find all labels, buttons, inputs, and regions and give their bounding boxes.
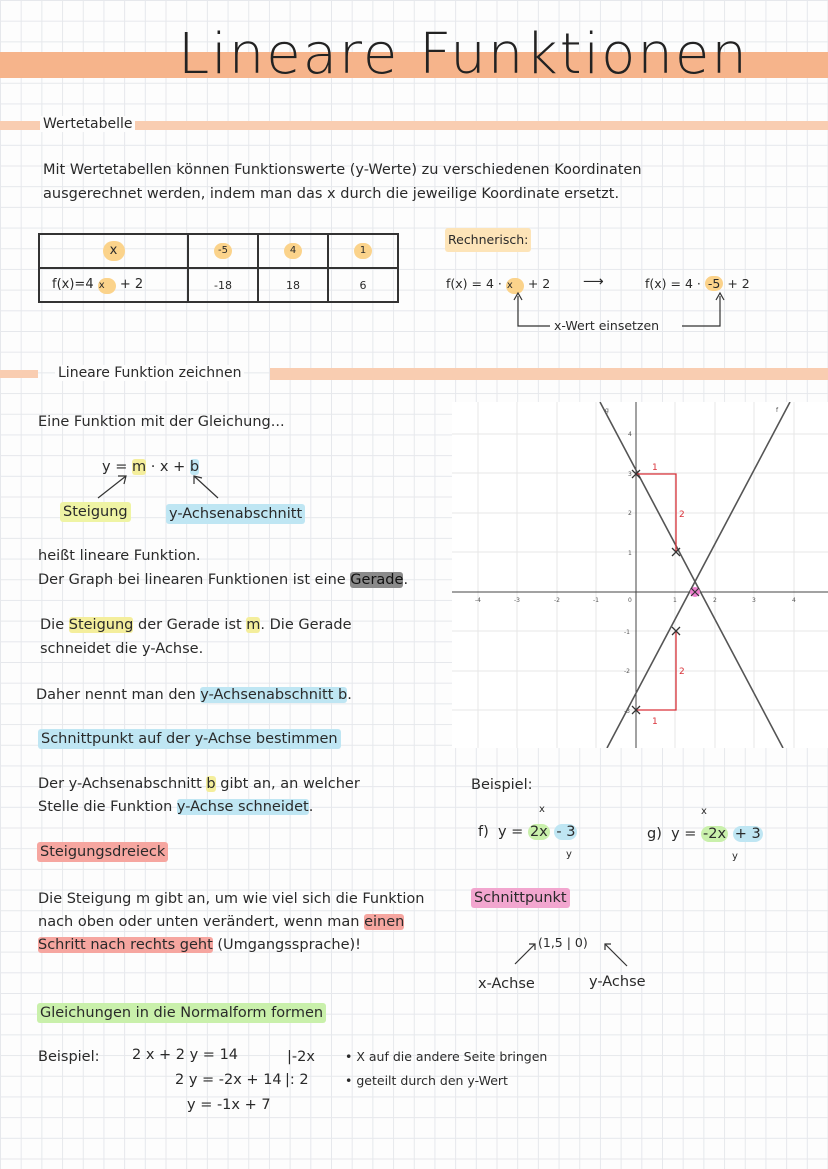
table-row-x bbox=[39, 234, 398, 268]
section-band-zeichnen bbox=[0, 370, 38, 378]
equation-arrows bbox=[90, 472, 230, 502]
x-tick: 3 bbox=[752, 597, 756, 604]
schnittpunkt-line-1 bbox=[38, 772, 360, 796]
x-tick: 0 bbox=[628, 597, 632, 604]
steigung-hl: Steigung bbox=[68, 617, 134, 633]
steigungsdreieck-line-1: Die Steigung m gibt an, um wie viel sich die Funktion bbox=[38, 891, 425, 907]
eq-b: b bbox=[189, 459, 200, 475]
table-cell-f-label bbox=[39, 268, 188, 302]
run-label: 1 bbox=[652, 463, 658, 473]
example-g bbox=[647, 822, 763, 846]
y-tick: -3 bbox=[624, 708, 630, 715]
right-post: + 2 bbox=[727, 276, 750, 291]
g-b: + 3 bbox=[734, 826, 761, 842]
g-m: -2x bbox=[703, 826, 727, 842]
y-tick: 4 bbox=[628, 431, 632, 438]
beispiel-label: Beispiel: bbox=[471, 777, 533, 793]
eq-mid: · x + bbox=[150, 459, 186, 475]
sp-post: gibt an, an welcher bbox=[220, 776, 360, 792]
f-label-x: x bbox=[98, 278, 116, 294]
y-tick: 2 bbox=[628, 510, 632, 517]
left-post: + 2 bbox=[527, 276, 551, 291]
text-steigung-line-2: schneidet die y-Achse. bbox=[40, 641, 204, 657]
intro-line-2: ausgerechnet werden, indem man das x durch die jeweilige Koordinate ersetzt. bbox=[43, 186, 620, 202]
section-heading-normalform: Gleichungen in die Normalform formen bbox=[37, 1003, 326, 1023]
table-cell: 18 bbox=[258, 268, 328, 302]
normalform-note-2: • geteilt durch den y-Wert bbox=[345, 1073, 508, 1088]
right-val: -5 bbox=[705, 276, 723, 291]
label-achsenabschnitt: y-Achsenabschnitt bbox=[166, 504, 305, 524]
sp2-hl: y-Achse schneidet bbox=[176, 799, 309, 815]
normalform-op-2: |: 2 bbox=[285, 1072, 309, 1088]
section-heading-schnittpunkt: Schnittpunkt auf der y-Achse bestimmen bbox=[38, 729, 341, 749]
brace-bottom-f: y bbox=[566, 849, 572, 860]
table-cell: -18 bbox=[188, 268, 258, 302]
section-heading-wertetabelle: Wertetabelle bbox=[40, 116, 135, 132]
x-tick: -3 bbox=[514, 597, 520, 604]
rise-label: 2 bbox=[679, 510, 685, 520]
left-pre: f(x) = 4 · bbox=[446, 276, 502, 291]
achsen-post: . bbox=[347, 687, 352, 703]
table-cell bbox=[258, 234, 328, 268]
achsen-pre: Daher nennt man den bbox=[36, 687, 196, 703]
table-cell-x-label bbox=[39, 234, 188, 268]
x-tick: 2 bbox=[713, 597, 717, 604]
x-value-dot: -5 bbox=[214, 243, 232, 259]
sd2-pre: nach oben oder unten verändert, wenn man bbox=[38, 914, 360, 930]
label-steigung: Steigung bbox=[60, 502, 131, 522]
rechnerisch-arrow: ⟶ bbox=[583, 274, 604, 290]
g-label: g) bbox=[647, 826, 662, 842]
gerade-post: . bbox=[403, 572, 409, 588]
f-label: f) bbox=[478, 824, 489, 840]
label-f: f bbox=[776, 407, 779, 414]
equation-intro: Eine Funktion mit der Gleichung... bbox=[38, 414, 285, 430]
note2-text: geteilt durch den y-Wert bbox=[356, 1073, 508, 1088]
note1-text: X auf die andere Seite bringen bbox=[356, 1049, 548, 1064]
text-lineare-funktion: heißt lineare Funktion. bbox=[38, 548, 201, 564]
f-b: - 3 bbox=[556, 824, 576, 840]
text-steigung-line-1 bbox=[40, 613, 352, 637]
f-pre: y = bbox=[497, 824, 524, 840]
normalform-note-1: • X auf die andere Seite bringen bbox=[345, 1049, 548, 1064]
rise-label: 2 bbox=[679, 667, 685, 677]
right-pre: f(x) = 4 · bbox=[645, 276, 701, 291]
normalform-eq-1: 2 x + 2 y = 14 bbox=[132, 1047, 239, 1063]
achsen-hl: y-Achsenabschnitt b bbox=[200, 687, 348, 703]
steigung-post: . Die Gerade bbox=[260, 617, 352, 633]
sp-pre: Der y-Achsenabschnitt bbox=[38, 776, 202, 792]
substitution-caption: x-Wert einsetzen bbox=[554, 318, 660, 333]
steigungsdreieck-line-2 bbox=[38, 910, 404, 934]
x-tick: 4 bbox=[792, 597, 796, 604]
left-x: x bbox=[506, 278, 524, 294]
label-y-achse: y-Achse bbox=[589, 974, 646, 990]
sp2-post: . bbox=[308, 799, 314, 815]
schnittpunkt-value: (1,5 | 0) bbox=[538, 935, 588, 950]
label-g: g bbox=[605, 407, 609, 414]
sd3-post: (Umgangssprache)! bbox=[217, 937, 361, 953]
normalform-beispiel: Beispiel: bbox=[38, 1049, 100, 1065]
table-cell bbox=[328, 234, 398, 268]
gerade-hl: Gerade bbox=[350, 572, 404, 588]
label-x-achse: x-Achse bbox=[478, 976, 535, 992]
normalform-op-1: |-2x bbox=[287, 1049, 315, 1065]
steigung-mid: der Gerade ist bbox=[137, 617, 242, 633]
steigung-m: m bbox=[246, 617, 261, 633]
gerade-pre: Der Graph bei linearen Funktionen ist eine bbox=[38, 572, 346, 588]
sd3-hl: Schritt nach rechts geht bbox=[38, 937, 213, 953]
x-value-dot: 1 bbox=[354, 243, 372, 259]
wertetabelle-table bbox=[38, 233, 399, 303]
sp2-pre: Stelle die Funktion bbox=[38, 799, 173, 815]
x-label-dot: x bbox=[103, 241, 125, 261]
table-row-f bbox=[39, 268, 398, 302]
eq-pre: y = bbox=[102, 459, 128, 475]
f-label-pre: f(x)= bbox=[52, 276, 86, 292]
brace-top-g: x bbox=[701, 806, 707, 817]
text-achsenabschnitt bbox=[36, 683, 352, 707]
x-value-dot: 4 bbox=[284, 243, 302, 259]
x-tick: 1 bbox=[673, 597, 677, 604]
text-gerade bbox=[38, 568, 408, 592]
page-title: Lineare Funktionen bbox=[178, 22, 749, 87]
table-cell: 6 bbox=[328, 268, 398, 302]
sp-b: b bbox=[206, 776, 216, 792]
rechnerisch-label: Rechnerisch: bbox=[445, 228, 531, 252]
table-cell bbox=[188, 234, 258, 268]
schnittpunkt-arrows bbox=[505, 938, 635, 972]
y-tick: -1 bbox=[624, 629, 630, 636]
eq-m: m bbox=[131, 459, 147, 475]
section-band-zeichnen-right bbox=[270, 368, 828, 380]
f-label-m: 4 bbox=[85, 276, 94, 292]
normalform-eq-3: y = -1x + 7 bbox=[187, 1097, 271, 1113]
section-heading-steigungsdreieck: Steigungsdreieck bbox=[37, 842, 168, 862]
y-tick: 3 bbox=[628, 471, 632, 478]
f-m: 2x bbox=[529, 824, 548, 840]
example-f bbox=[478, 820, 577, 844]
intro-line-1: Mit Wertetabellen können Funktionswerte (y-Werte) zu verschiedenen Koordinaten bbox=[43, 162, 642, 178]
function-graph bbox=[452, 402, 828, 748]
schnittpunkt-label: Schnittpunkt bbox=[471, 888, 570, 908]
section-heading-zeichnen: Lineare Funktion zeichnen bbox=[55, 365, 244, 381]
g-pre: y = bbox=[671, 826, 697, 842]
y-tick: -2 bbox=[624, 668, 630, 675]
x-tick: -2 bbox=[554, 597, 560, 604]
brace-top-f: x bbox=[539, 804, 545, 815]
steigung-pre: Die bbox=[40, 617, 65, 633]
steigungsdreieck-line-3 bbox=[38, 933, 361, 957]
f-label-post: + 2 bbox=[119, 276, 144, 292]
brace-bottom-g: y bbox=[732, 851, 738, 862]
schnittpunkt-line-2 bbox=[38, 795, 313, 819]
normalform-eq-2: 2 y = -2x + 14 bbox=[175, 1072, 282, 1088]
sd2-hl: einen bbox=[364, 914, 405, 930]
y-tick: 1 bbox=[628, 550, 632, 557]
x-tick: -1 bbox=[593, 597, 599, 604]
x-tick: -4 bbox=[475, 597, 481, 604]
run-label: 1 bbox=[652, 717, 658, 727]
